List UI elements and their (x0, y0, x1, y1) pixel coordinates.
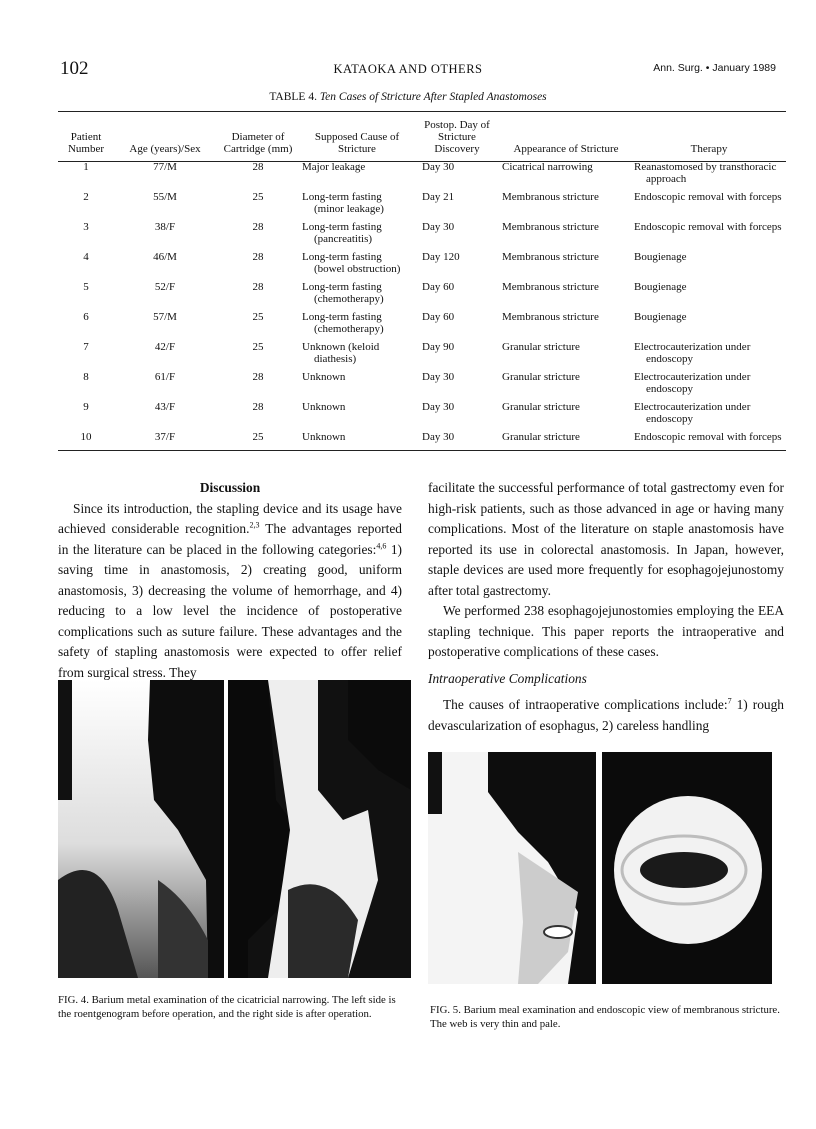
cell-therapy (632, 429, 786, 447)
cell-cause-text: Unknown (302, 431, 346, 443)
cell-therapy-text: Bougienage (634, 311, 687, 323)
p1-text-a: Since its introduction, the stapling device and its usage have achieved considerable recognition. (58, 500, 402, 536)
p1-text-b: The advantages reported in the literature can be placed in the following categories: (58, 521, 403, 557)
discussion-paragraph-4 (428, 695, 784, 736)
cell-therapy-text: Endoscopic removal with forceps (634, 431, 782, 443)
table-row (58, 429, 786, 447)
cell-day (414, 399, 500, 429)
cell-cause-text: Long-term fasting (chemotherapy) (302, 281, 384, 305)
running-head: KATAOKA AND OTHERS (333, 62, 483, 76)
fig4-caption-text: Barium metal examination of the cicatricial narrowing. The left side is the roentgenogram before operation, and the right side is after operation. (58, 994, 396, 1020)
cell-day-text: Day 60 (422, 281, 455, 293)
cell-age (114, 399, 216, 429)
cell-therapy (632, 249, 786, 279)
cell-age (114, 279, 216, 309)
cell-day (414, 189, 500, 219)
header-diameter: Diameter of Cartridge (mm) (223, 131, 293, 155)
cell-age (114, 369, 216, 399)
cell-diameter (216, 219, 300, 249)
cell-appearance-text: Membranous stricture (502, 281, 599, 293)
header-therapy: Therapy (690, 143, 728, 155)
table-bottom-rule (58, 450, 786, 451)
cell-cause (300, 429, 414, 447)
cell-cause-text: Unknown (302, 401, 346, 413)
table-row (58, 279, 786, 309)
cell-cause-text: Unknown (302, 371, 346, 383)
cell-appearance (500, 339, 632, 369)
cell-appearance-text: Cicatrical narrowing (502, 161, 593, 173)
cell-therapy-text: Electrocauterization under endoscopy (634, 341, 751, 365)
fig5-endoscopic-view-image (602, 752, 772, 984)
cell-patient-text: 7 (83, 341, 89, 353)
cell-cause-text: Long-term fasting (chemotherapy) (302, 311, 384, 335)
fig4-label: FIG. 4. (58, 994, 89, 1006)
cell-patient-text: 9 (83, 401, 89, 413)
cell-day-text: Day 30 (422, 401, 455, 413)
cell-cause (300, 219, 414, 249)
cell-therapy (632, 369, 786, 399)
cell-diameter-text: 28 (252, 371, 264, 383)
strictures-table (58, 116, 786, 447)
cell-appearance (500, 399, 632, 429)
cell-patient (58, 399, 114, 429)
fig5-label: FIG. 5. (430, 1004, 461, 1016)
cell-cause-text: Long-term fasting (pancreatitis) (302, 221, 382, 245)
cell-appearance (500, 369, 632, 399)
cell-age (114, 429, 216, 447)
table-row (58, 159, 786, 189)
cell-cause (300, 159, 414, 189)
cell-therapy (632, 279, 786, 309)
cell-age (114, 249, 216, 279)
cell-appearance-text: Membranous stricture (502, 311, 599, 323)
cell-age (114, 219, 216, 249)
cell-cause-text: Long-term fasting (bowel obstruction) (302, 251, 401, 275)
fig5-right-image (602, 752, 772, 984)
header-day: Postop. Day of Stricture Discovery (424, 119, 490, 155)
cell-patient-text: 2 (83, 191, 89, 203)
cell-diameter-text: 28 (252, 401, 264, 413)
cell-diameter (216, 249, 300, 279)
cell-diameter-text: 25 (252, 311, 264, 323)
table-row (58, 369, 786, 399)
cell-therapy-text: Electrocauterization under endoscopy (634, 371, 751, 395)
cell-appearance (500, 189, 632, 219)
cell-appearance-text: Granular stricture (502, 371, 580, 383)
cell-age-text: 55/M (153, 191, 177, 203)
header-patient: Patient Number (67, 131, 105, 155)
cell-cause-text: Long-term fasting (minor leakage) (302, 191, 384, 215)
cell-patient (58, 249, 114, 279)
cell-patient (58, 429, 114, 447)
cell-appearance (500, 309, 632, 339)
p4-text-b: 1) rough devascularization of esophagus, 2) careless handling (428, 697, 784, 733)
table-top-rule (58, 111, 786, 112)
cell-day (414, 369, 500, 399)
cell-therapy-text: Bougienage (634, 251, 687, 263)
cell-appearance (500, 429, 632, 447)
citation-ref: 4,6 (376, 541, 387, 551)
cell-patient (58, 159, 114, 189)
cell-diameter (216, 159, 300, 189)
cell-day-text: Day 30 (422, 161, 455, 173)
cell-age (114, 339, 216, 369)
cell-appearance-text: Membranous stricture (502, 191, 599, 203)
table-label: TABLE 4. (269, 91, 317, 103)
cell-therapy (632, 219, 786, 249)
journal-reference: Ann. Surg. • January 1989 (653, 62, 776, 74)
fig4-left-image (58, 680, 224, 978)
fig5-caption (430, 1003, 780, 1031)
cell-day-text: Day 30 (422, 371, 455, 383)
cell-day (414, 339, 500, 369)
cell-diameter (216, 189, 300, 219)
cell-day (414, 279, 500, 309)
cell-diameter-text: 28 (252, 281, 264, 293)
cell-cause (300, 279, 414, 309)
cell-patient (58, 279, 114, 309)
header-cause: Supposed Cause of Stricture (314, 131, 400, 155)
p1-text-c: 1) saving time in anastomosis, 2) creating good, uniform anastomosis, 3) decreasing the volume of hemorrhage, and 4) reducing to a low level the incidence of postoperative complications such as suture failure. These advantages and the safety of stapling anastomosis were expected to offer relief from surgical stress. They (58, 541, 402, 680)
cell-age (114, 189, 216, 219)
cell-patient-text: 4 (83, 251, 89, 263)
citation-ref: 7 (727, 696, 732, 706)
discussion-paragraph-1 (58, 499, 402, 684)
cell-diameter-text: 25 (252, 341, 264, 353)
cell-day (414, 429, 500, 447)
cell-appearance (500, 159, 632, 189)
cell-age-text: 42/F (154, 341, 176, 353)
cell-therapy-text: Endoscopic removal with forceps (634, 191, 782, 203)
cell-appearance (500, 279, 632, 309)
table-row (58, 219, 786, 249)
fig4-caption (58, 993, 408, 1021)
cell-age-text: 52/F (154, 281, 176, 293)
cell-diameter-text: 28 (252, 161, 264, 173)
cell-appearance-text: Membranous stricture (502, 221, 599, 233)
cell-cause (300, 399, 414, 429)
cell-therapy-text: Electrocauterization under endoscopy (634, 401, 751, 425)
cell-day (414, 159, 500, 189)
discussion-heading: Discussion (199, 480, 261, 495)
page-number: 102 (60, 58, 89, 79)
cell-therapy-text: Endoscopic removal with forceps (634, 221, 782, 233)
table-title: Ten Cases of Stricture After Stapled Anastomoses (319, 91, 547, 103)
cell-day-text: Day 30 (422, 221, 455, 233)
cell-appearance (500, 219, 632, 249)
cell-patient (58, 219, 114, 249)
fig5-left-image (428, 752, 596, 984)
header-age: Age (years)/Sex (129, 143, 201, 155)
cell-patient (58, 309, 114, 339)
cell-age-text: 61/F (154, 371, 176, 383)
cell-therapy (632, 159, 786, 189)
cell-cause (300, 369, 414, 399)
table-row (58, 249, 786, 279)
cell-patient-text: 6 (83, 311, 89, 323)
table-row (58, 339, 786, 369)
cell-age-text: 77/M (153, 161, 177, 173)
discussion-paragraph-3: We performed 238 esophagojejunostomies employing the EEA stapling technique. This paper reports the intraoperative and postoperative complications of these cases. (428, 603, 784, 659)
cell-age-text: 46/M (153, 251, 177, 263)
fig5-caption-text: Barium meal examination and endoscopic view of membranous stricture. The web is very thin and pale. (430, 1004, 780, 1030)
cell-appearance (500, 249, 632, 279)
cell-patient-text: 3 (83, 221, 89, 233)
discussion-column-left (58, 478, 402, 683)
cell-age-text: 57/M (153, 311, 177, 323)
cell-diameter (216, 429, 300, 447)
fig4-right-roentgenogram (228, 680, 411, 978)
cell-diameter-text: 25 (252, 191, 264, 203)
cell-appearance-text: Granular stricture (502, 401, 580, 413)
cell-cause (300, 249, 414, 279)
cell-day (414, 309, 500, 339)
intraoperative-subheading: Intraoperative Complications (428, 670, 587, 686)
cell-therapy (632, 309, 786, 339)
cell-cause (300, 189, 414, 219)
cell-patient (58, 189, 114, 219)
cell-patient (58, 339, 114, 369)
discussion-paragraph-2: facilitate the successful performance of total gastrectomy even for high-risk patients, such as those advanced in age or having many complications. Most of the literature on staple anastomosis have reported its use in colorectal anastomosis. In Japan, however, staple devices are used more frequently for esophagojejunostomy after total gastrectomy. (428, 480, 784, 598)
p4-text-a: The causes of intraoperative complications include: (443, 697, 728, 712)
cell-therapy-text: Bougienage (634, 281, 687, 293)
cell-age (114, 159, 216, 189)
cell-age-text: 43/F (154, 401, 176, 413)
cell-age-text: 38/F (154, 221, 176, 233)
cell-cause (300, 339, 414, 369)
cell-day-text: Day 90 (422, 341, 455, 353)
cell-day-text: Day 120 (422, 251, 460, 263)
cell-patient-text: 8 (83, 371, 89, 383)
table-row (58, 309, 786, 339)
cell-therapy-text: Reanastomosed by transthoracic approach (634, 161, 777, 185)
cell-diameter (216, 309, 300, 339)
cell-diameter (216, 399, 300, 429)
cell-appearance-text: Membranous stricture (502, 251, 599, 263)
cell-age (114, 309, 216, 339)
fig5-barium-meal-image (428, 752, 596, 984)
cell-therapy (632, 189, 786, 219)
cell-therapy (632, 339, 786, 369)
header-appearance: Appearance of Stricture (513, 143, 619, 155)
cell-age-text: 37/F (154, 431, 176, 443)
cell-appearance-text: Granular stricture (502, 431, 580, 443)
cell-cause-text: Unknown (keloid diathesis) (302, 341, 380, 365)
cell-day-text: Day 21 (422, 191, 455, 203)
table-caption (0, 91, 816, 103)
cell-patient-text: 10 (80, 431, 92, 443)
cell-day (414, 249, 500, 279)
cell-therapy (632, 399, 786, 429)
cell-day (414, 219, 500, 249)
cell-diameter-text: 28 (252, 251, 264, 263)
cell-patient (58, 369, 114, 399)
discussion-column-right (428, 478, 784, 736)
table-header-row (58, 116, 786, 159)
citation-ref: 2,3 (249, 520, 260, 530)
cell-cause (300, 309, 414, 339)
cell-diameter-text: 28 (252, 221, 264, 233)
table-row (58, 189, 786, 219)
cell-patient-text: 1 (83, 161, 89, 173)
cell-diameter (216, 279, 300, 309)
cell-diameter-text: 25 (252, 431, 264, 443)
fig4-left-roentgenogram (58, 680, 224, 978)
fig4-right-image (228, 680, 411, 978)
cell-cause-text: Major leakage (302, 161, 366, 173)
cell-day-text: Day 30 (422, 431, 455, 443)
cell-patient-text: 5 (83, 281, 89, 293)
cell-appearance-text: Granular stricture (502, 341, 580, 353)
cell-diameter (216, 369, 300, 399)
table-row (58, 399, 786, 429)
cell-diameter (216, 339, 300, 369)
cell-day-text: Day 60 (422, 311, 455, 323)
